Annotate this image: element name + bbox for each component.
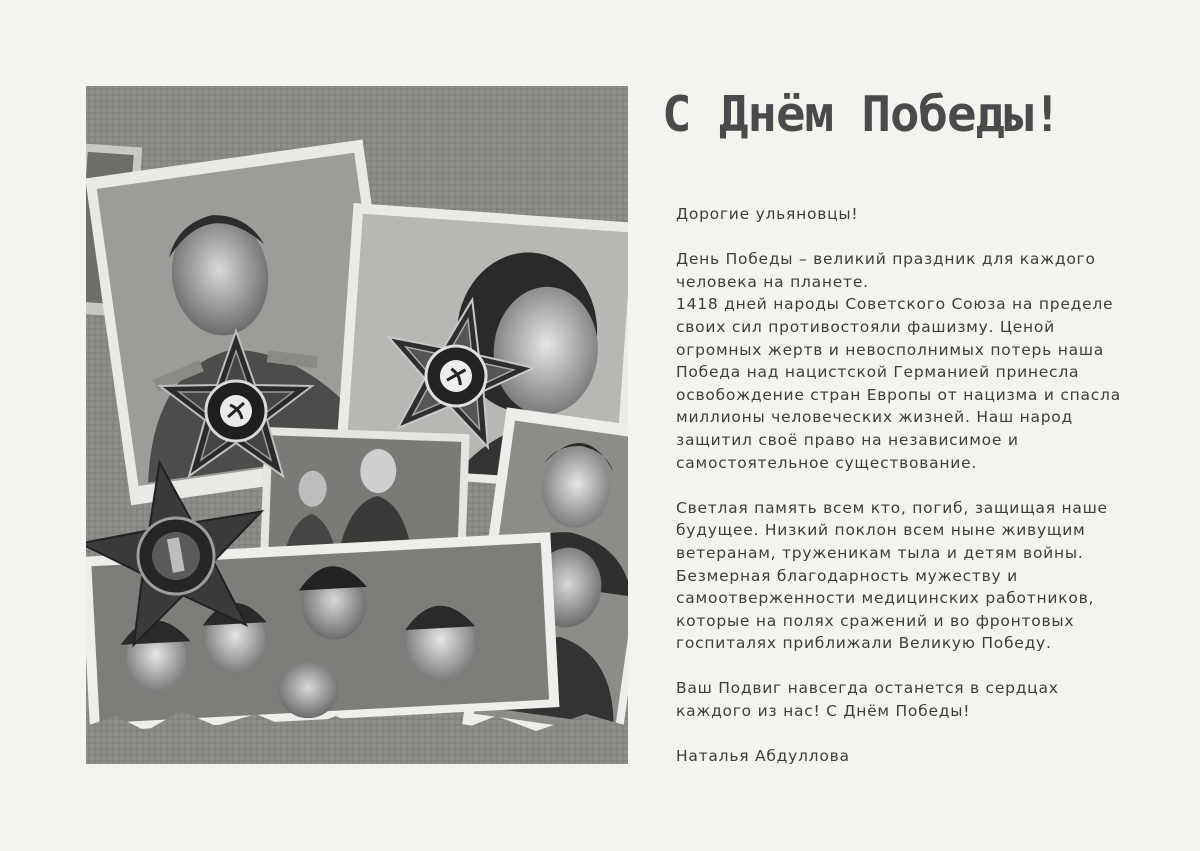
letter-line: Светлая память всем кто, погиб, защищая наше: [676, 498, 1108, 517]
letter-line: которые на полях сражений и во фронтовых: [676, 611, 1075, 630]
letter-line: своих сил противостояли фашизму. Ценой: [676, 317, 1055, 336]
letter-line: ветеранам, труженикам тыла и детям войны.: [676, 543, 1084, 562]
letter-line: День Победы – великий праздник для каждого: [676, 250, 1096, 269]
greeting-letter: [676, 203, 1176, 790]
letter-line: Безмерная благодарность мужеству и: [676, 566, 1018, 585]
letter-greeting: Дорогие ульяновцы!: [676, 205, 859, 223]
letter-paragraph-3: [676, 677, 1176, 722]
letter-line: госпиталях приближали Великую Победу.: [676, 634, 1052, 653]
letter-line: самоотверженности медицинских работников,: [676, 589, 1095, 608]
letter-line: самостоятельное существование.: [676, 453, 978, 472]
letter-line: защитил своё право на независимое и: [676, 430, 1019, 449]
page-title: С Днём Победы!: [662, 86, 1062, 143]
memorial-photo-collage: [86, 86, 628, 764]
letter-line: Ваш Подвиг навсегда останется в сердцах: [676, 679, 1059, 698]
letter-paragraph-2: [676, 497, 1176, 655]
letter-line: человека на планете.: [676, 272, 869, 291]
letter-line: огромных жертв и невосполнимых потерь наша: [676, 340, 1105, 359]
letter-signature: Наталья Абдуллова: [676, 747, 850, 766]
letter-paragraph-1: [676, 248, 1176, 474]
letter-line: 1418 дней народы Советского Союза на пределе: [676, 295, 1114, 314]
letter-line: миллионы человеческих жизней. Наш народ: [676, 408, 1074, 427]
letter-line: Победа над нацистской Германией принесла: [676, 363, 1080, 382]
letter-line: будущее. Низкий поклон всем ныне живущим: [676, 521, 1086, 540]
letter-line: освобождение стран Европы от нацизма и спасла: [676, 385, 1121, 404]
letter-line: каждого из нас! С Днём Победы!: [676, 702, 971, 721]
